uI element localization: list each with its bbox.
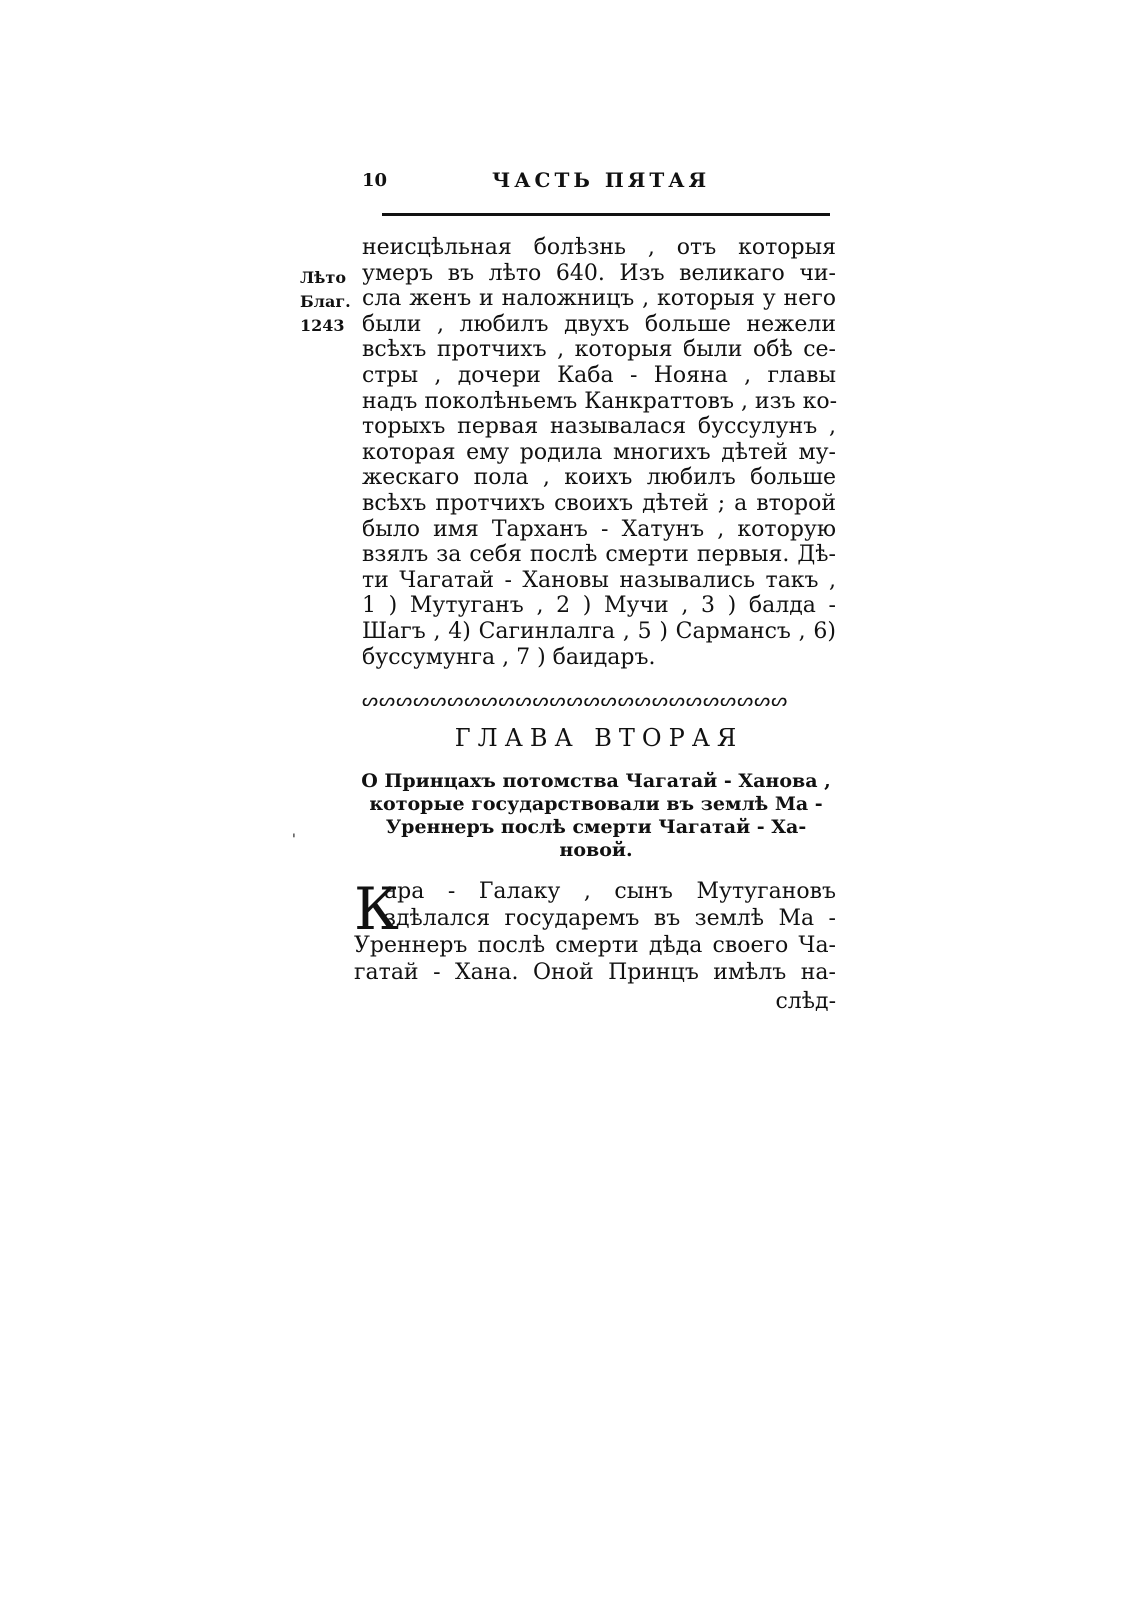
text-line: сла женъ и наложницъ , которыя у него xyxy=(362,286,836,312)
text-line: торыхъ первая называлася буссулунъ , xyxy=(362,414,836,440)
text-line: стры , дочери Каба - Нояна , главы xyxy=(362,362,836,388)
margin-note xyxy=(300,266,360,338)
stray-mark: ' xyxy=(292,832,296,848)
header-rule xyxy=(382,213,830,216)
main-text xyxy=(362,235,836,670)
text-line: буссумунга , 7 ) баидаръ. xyxy=(362,644,656,670)
summary-line: новой. xyxy=(559,839,633,861)
summary-line: О Принцахъ потомства Чагатай - Ханова , xyxy=(361,770,831,792)
body-line: ара - Галаку , сынъ Мутугановъ xyxy=(384,879,836,904)
text-line: 1 ) Мутуганъ , 2 ) Мучи , 3 ) балда - xyxy=(362,593,836,619)
body-line: гатай - Хана. Оной Принцъ имѣлъ на- xyxy=(354,960,836,985)
running-title: ЧАСТЬ ПЯТАЯ xyxy=(492,168,711,192)
drop-cap: К xyxy=(354,875,399,943)
margin-note-line: Лѣто xyxy=(300,268,346,287)
text-line: было имя Тарханъ - Хатунъ , которую xyxy=(362,516,836,542)
margin-note-line: 1243 xyxy=(300,316,345,335)
body-line: здѣлался государемъ въ землѣ Ма - xyxy=(384,906,836,931)
summary-line: которые государствовали въ землѣ Ма - xyxy=(369,793,823,815)
text-line: Шагъ , 4) Сагинлалга , 5 ) Сармансъ , 6) xyxy=(362,618,836,644)
chapter-summary xyxy=(356,770,836,862)
text-line: которая ему родила многихъ дѣтей му- xyxy=(362,439,836,465)
text-line: умеръ въ лѣто 640. Изъ великаго чи- xyxy=(362,260,836,286)
text-line: неисцѣльная болѣзнь , отъ которыя xyxy=(362,235,836,260)
summary-line: Уреннеръ послѣ смерти Чагатай - Ха- xyxy=(385,816,807,838)
text-line: надъ поколѣньемъ Канкраттовъ , изъ ко- xyxy=(362,388,838,414)
text-line: взялъ за себя послѣ смерти первыя. Дѣ- xyxy=(362,542,836,568)
text-line: были , любилъ двухъ больше нежели xyxy=(362,311,836,337)
text-line: жескаго пола , коихъ любилъ больше xyxy=(362,465,836,491)
chapter-body xyxy=(354,875,836,986)
ornament-divider: ᔕᔕᔕᔕᔕᔕᔕᔕᔕᔕᔕᔕᔕᔕᔕᔕᔕᔕᔕᔕᔕᔕᔕᔕᔕ xyxy=(362,690,789,706)
chapter-title: ГЛАВА ВТОРАЯ xyxy=(454,724,744,752)
text-line: всѣхъ протчихъ , которыя были обѣ се- xyxy=(362,337,836,363)
text-line: всѣхъ протчихъ своихъ дѣтей ; а второй xyxy=(362,490,836,516)
text-line: ти Чагатай - Хановы назывались такъ , xyxy=(362,567,836,593)
catchword: слѣд- xyxy=(775,989,836,1014)
margin-note-line: Благ. xyxy=(300,292,351,311)
page-header xyxy=(362,168,836,198)
body-line: Уреннеръ послѣ смерти дѣда своего Ча- xyxy=(354,933,836,958)
page-number: 10 xyxy=(362,170,388,191)
